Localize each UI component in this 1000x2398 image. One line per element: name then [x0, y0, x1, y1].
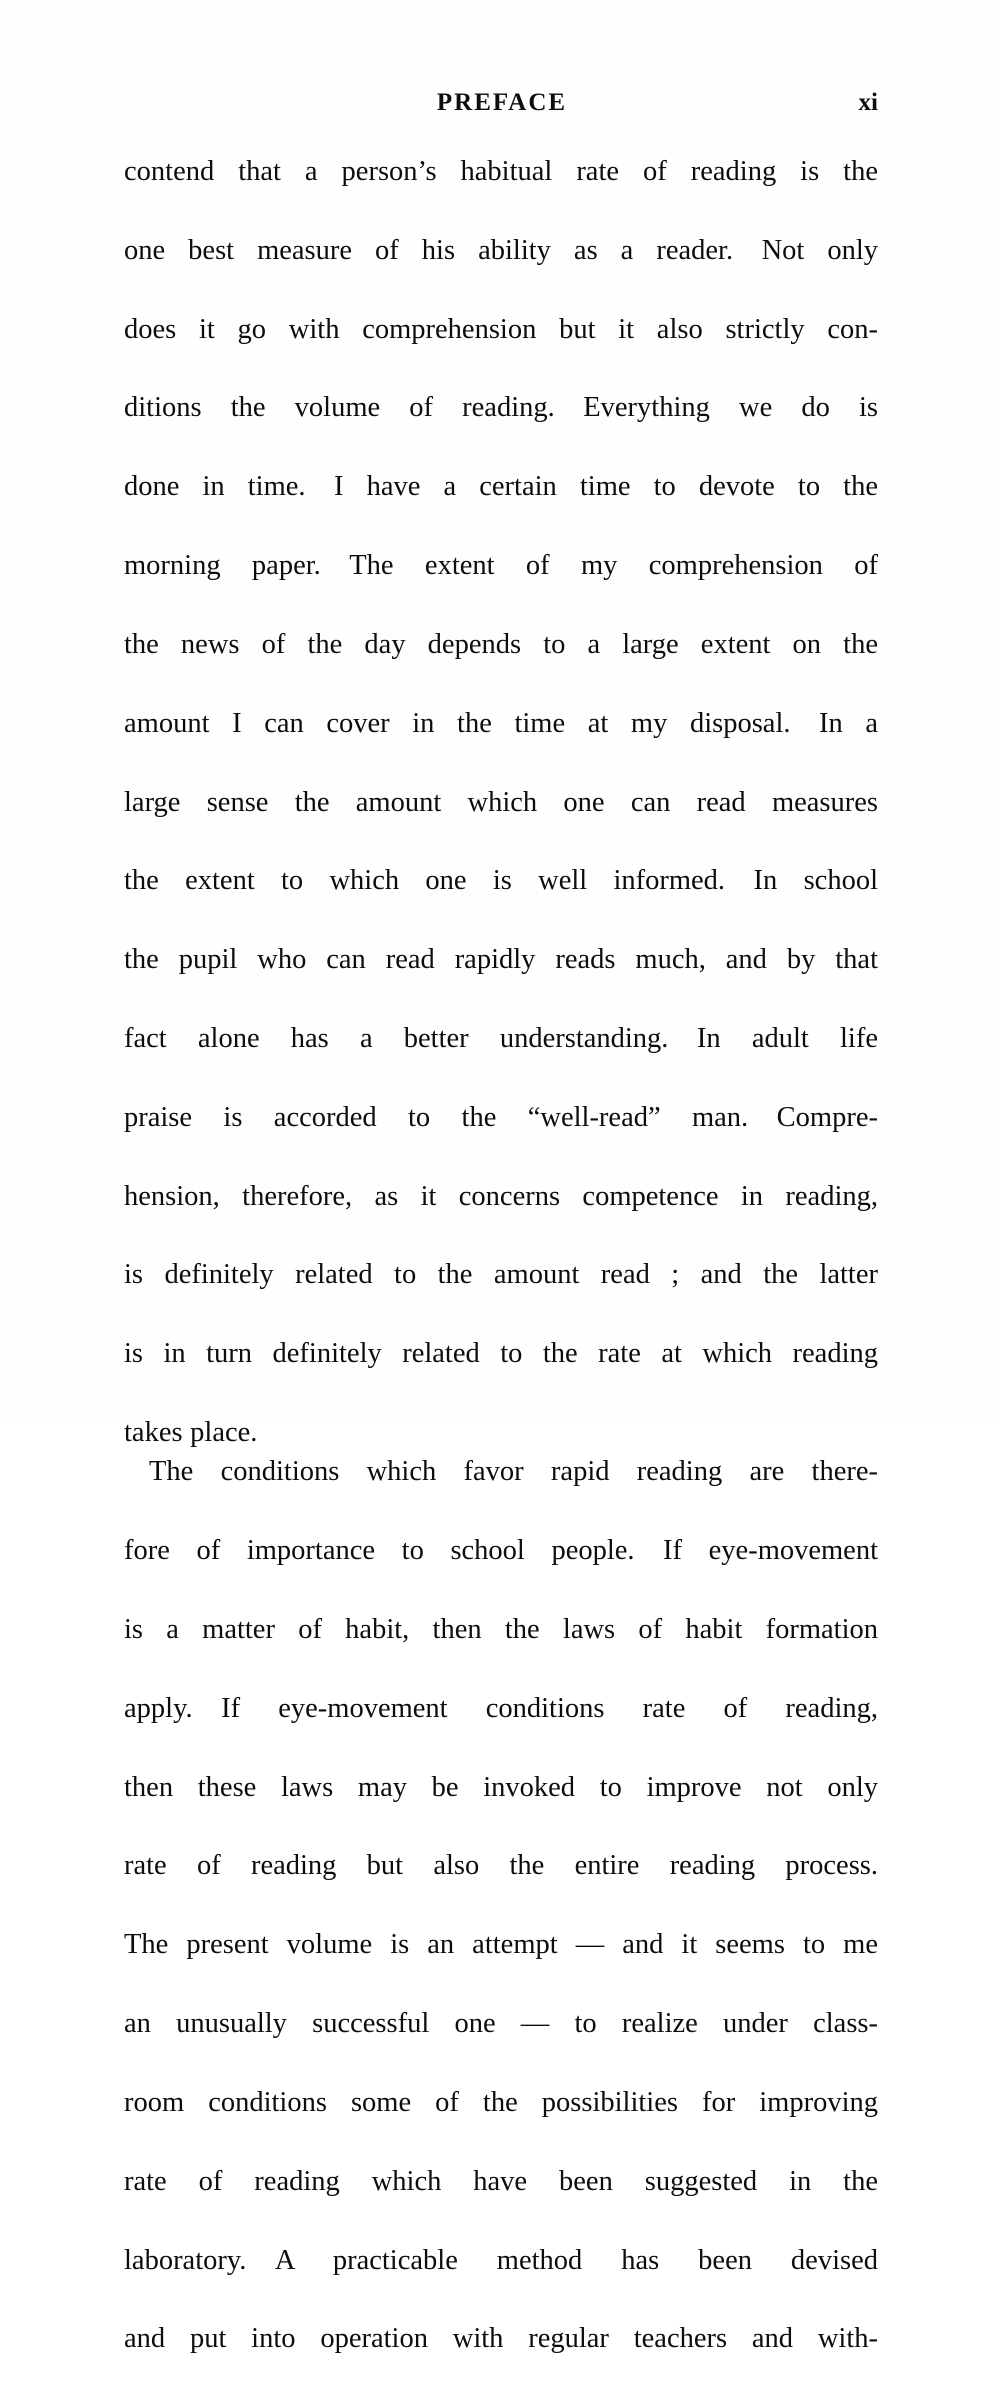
text-line: does it go with comprehension but it also strictly con-	[124, 313, 878, 345]
text-line: amount I can cover in the time at my disposal. In a	[124, 707, 878, 739]
body-text-block	[124, 152, 878, 2398]
text-line: is a matter of habit, then the laws of habit formation	[124, 1614, 878, 1646]
text-line: hension, therefore, as it concerns competence in reading,	[124, 1180, 878, 1212]
text-line: praise is accorded to the “well-read” man. Compre-	[124, 1101, 878, 1133]
paragraph	[124, 152, 878, 1452]
text-line: apply. If eye-movement conditions rate of reading,	[124, 1692, 878, 1724]
text-line: an unusually successful one — to realize under class-	[124, 2008, 878, 2040]
text-line: ditions the volume of reading. Everything we do is	[124, 392, 878, 424]
text-line: the extent to which one is well informed. In school	[124, 865, 878, 897]
text-line: rate of reading but also the entire reading process.	[124, 1850, 878, 1882]
text-line: the news of the day depends to a large extent on the	[124, 628, 878, 660]
text-line: is definitely related to the amount read ; and the latter	[124, 1259, 878, 1291]
paragraph	[124, 1452, 878, 2398]
text-line: done in time. I have a certain time to devote to the	[124, 471, 878, 503]
text-line: contend that a person’s habitual rate of reading is the	[124, 156, 878, 187]
text-line: large sense the amount which one can read measures	[124, 786, 878, 818]
text-line: then these laws may be invoked to improve not only	[124, 1771, 878, 1803]
text-line: room conditions some of the possibilities for improving	[124, 2086, 878, 2118]
text-line: fact alone has a better understanding. In adult life	[124, 1022, 878, 1054]
text-line: The conditions which favor rapid reading are there-	[149, 1456, 878, 1488]
running-head	[124, 88, 878, 122]
text-line: rate of reading which have been suggested in the	[124, 2165, 878, 2197]
text-line: the pupil who can read rapidly reads much, and by that	[124, 944, 878, 976]
text-line: laboratory. A practicable method has been devised	[124, 2244, 878, 2276]
text-line: and put into operation with regular teachers and with-	[124, 2323, 878, 2355]
text-line: morning paper. The extent of my comprehension of	[124, 550, 878, 582]
text-line: is in turn definitely related to the rate at which reading	[124, 1338, 878, 1370]
page-title: PREFACE	[436, 89, 568, 116]
text-line: The present volume is an attempt — and it seems to me	[124, 1929, 878, 1961]
page-number: xi	[858, 89, 878, 116]
text-line: fore of importance to school people. If eye-movement	[124, 1535, 878, 1567]
text-line: one best measure of his ability as a reader. Not only	[124, 234, 878, 266]
text-line: takes place.	[124, 1417, 258, 1448]
